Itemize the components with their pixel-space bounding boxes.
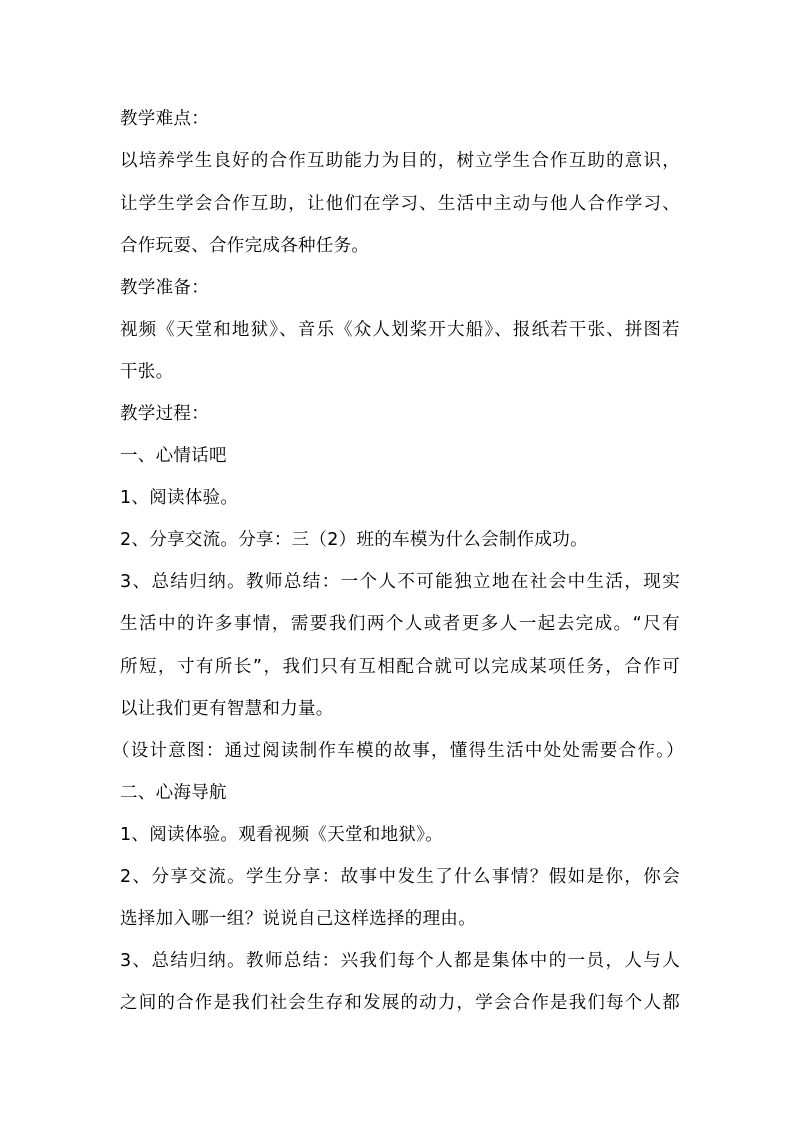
paragraph-line: 合作玩耍、合作完成各种任务。 [120, 236, 370, 256]
paragraph-line: 以让我们更有智慧和力量。 [120, 699, 334, 719]
heading-teaching-process: 教学过程： [120, 404, 209, 424]
paragraph-line: 之间的合作是我们社会生存和发展的动力，学会合作是我们每个人都 [120, 993, 680, 1013]
list-item: 3、总结归纳。教师总结：一个人不可能独立地在社会中生活，现实 [120, 572, 680, 592]
section-heading-1: 一、心情话吧 [120, 446, 227, 466]
design-intent-note: （设计意图：通过阅读制作车模的故事，懂得生活中处处需要合作。） [112, 741, 684, 761]
section-heading-2: 二、心海导航 [120, 783, 227, 803]
list-item: 1、阅读体验。 [120, 488, 239, 508]
paragraph-line: 让学生学会合作互助，让他们在学习、生活中主动与他人合作学习、 [120, 194, 680, 214]
paragraph-line: 选择加入哪一组？说说自己这样选择的理由。 [120, 909, 476, 929]
list-item: 2、分享交流。学生分享：故事中发生了什么事情？假如是你，你会 [120, 867, 680, 887]
list-item: 1、阅读体验。观看视频《天堂和地狱》。 [120, 825, 444, 845]
paragraph-line: 干张。 [120, 362, 174, 382]
paragraph-line: 视频《天堂和地狱》、音乐《众人划桨开大船》、报纸若干张、拼图若 [120, 320, 680, 340]
heading-teaching-difficulty: 教学难点： [120, 109, 209, 129]
paragraph-line: 生活中的许多事情，需要我们两个人或者更多人一起去完成。“尺有 [120, 614, 680, 634]
paragraph-line: 以培养学生良好的合作互助能力为目的，树立学生合作互助的意识， [120, 151, 680, 171]
heading-teaching-preparation: 教学准备： [120, 278, 209, 298]
paragraph-line: 所短，寸有所长”，我们只有互相配合就可以完成某项任务，合作可 [120, 657, 680, 677]
list-item: 2、分享交流。分享：三（2）班的车模为什么会制作成功。 [120, 530, 588, 550]
list-item: 3、总结归纳。教师总结：兴我们每个人都是集体中的一员，人与人 [120, 951, 680, 971]
